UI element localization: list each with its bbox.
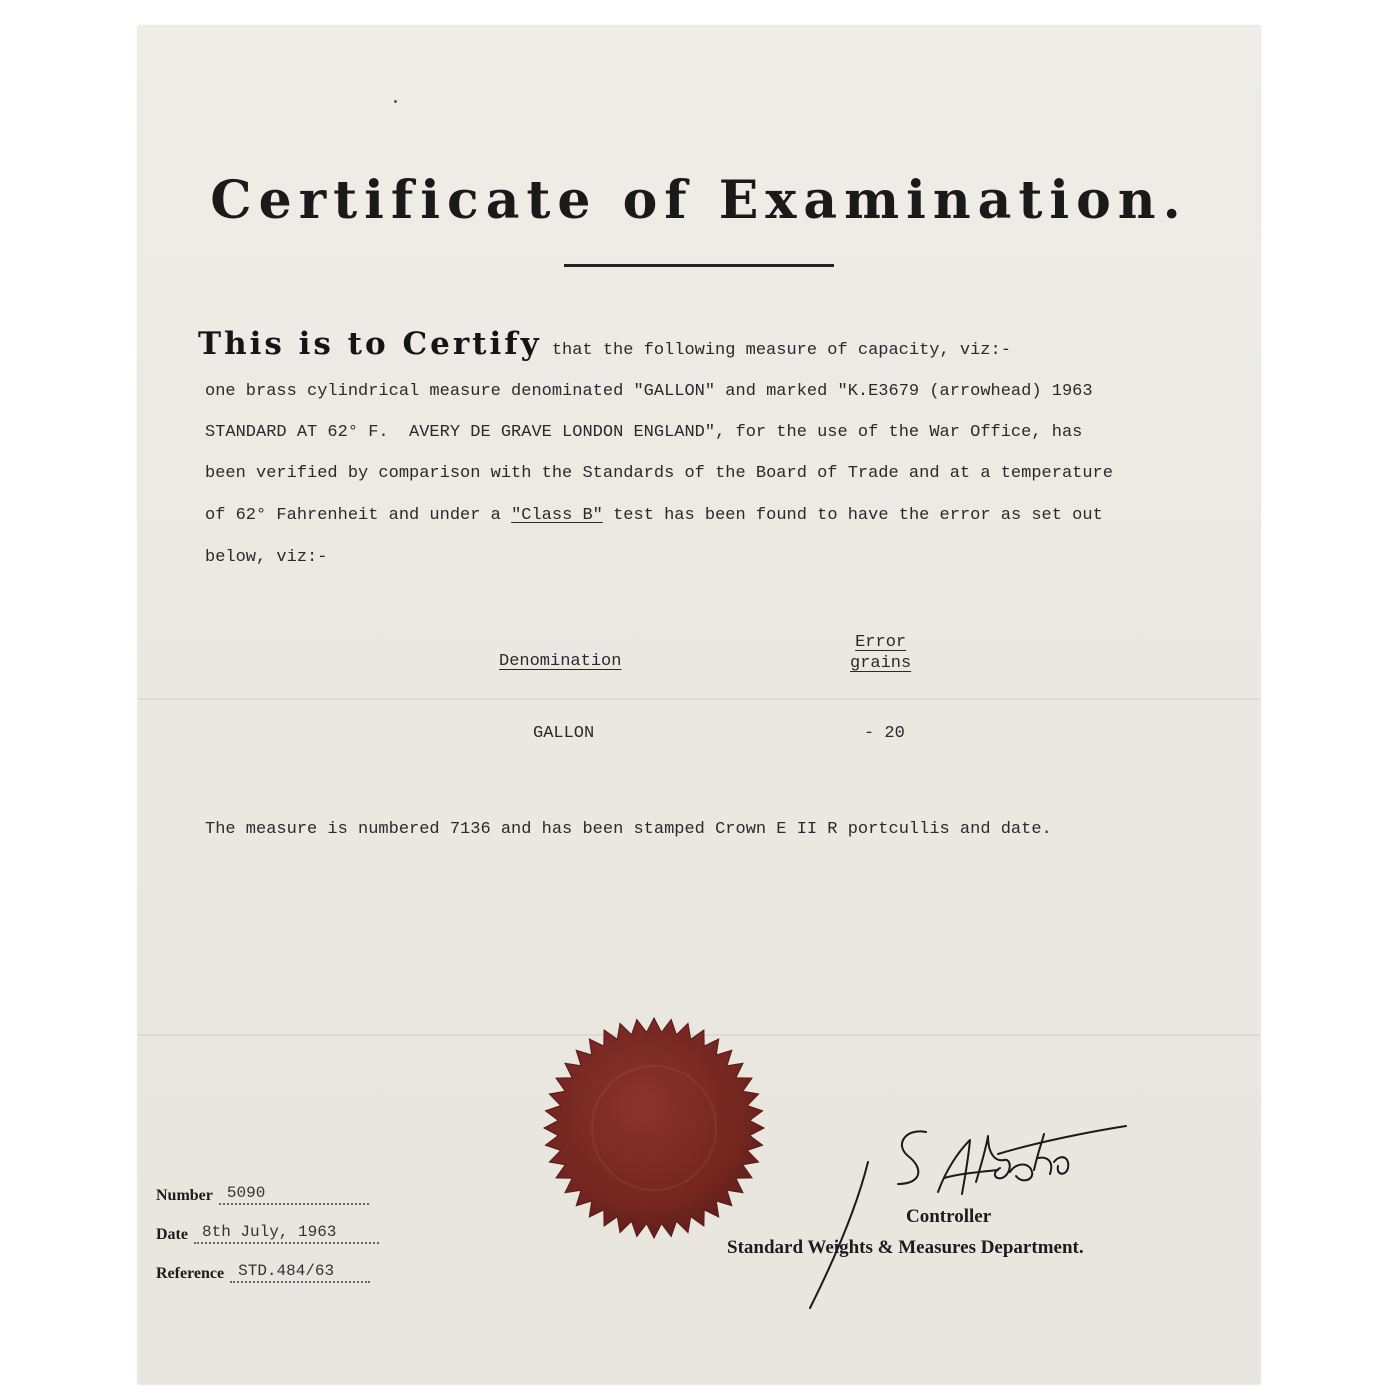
certify-line-1-rest: that the following measure of capacity, viz:-: [541, 341, 1011, 360]
certificate-paper: [138, 26, 1260, 1384]
certify-lead: This is to Certify: [198, 326, 542, 362]
stamp-statement: The measure is numbered 7136 and has been stamped Crown E II R portcullis and date.: [205, 820, 1052, 839]
department-name: Standard Weights & Measures Department.: [727, 1237, 1084, 1258]
title-rule: [564, 264, 834, 267]
certify-line-3: STANDARD AT 62° F. AVERY DE GRAVE LONDON ENGLAND", for the use of the War Office, has: [205, 423, 1083, 442]
table-cell-error: - 20: [864, 724, 905, 743]
certify-line-2: one brass cylindrical measure denominated "GALLON" and marked "K.E3679 (arrowhead) 1963: [205, 382, 1093, 401]
certify-line-6: below, viz:-: [205, 548, 328, 567]
column-header-error-line1: Error: [855, 633, 907, 652]
certify-line-5-a: of 62° Fahrenheit and under a: [205, 506, 512, 525]
wax-seal-icon: [542, 1016, 766, 1240]
column-header-error-line2: grains: [850, 654, 912, 673]
certify-line-1: [198, 326, 1011, 362]
certify-line-5: [205, 506, 1103, 525]
table-cell-denomination: GALLON: [533, 724, 595, 743]
reference-field: [156, 1259, 370, 1283]
date-value: 8th July, 1963: [194, 1222, 379, 1244]
certificate-title: Certificate of Examination.: [210, 170, 1188, 231]
reference-value: STD.484/63: [230, 1261, 370, 1283]
number-field: [156, 1181, 369, 1205]
paper-fold: [138, 698, 1260, 700]
date-label: Date: [156, 1226, 188, 1243]
paper-speck: [394, 100, 397, 103]
signatory-title: Controller: [906, 1206, 992, 1227]
reference-label: Reference: [156, 1265, 225, 1282]
column-header-error: [850, 632, 911, 674]
number-label: Number: [156, 1187, 213, 1204]
date-field: [156, 1220, 379, 1244]
certify-line-4: been verified by comparison with the Standards of the Board of Trade and at a temperature: [205, 464, 1113, 483]
certify-line-5-b: test has been found to have the error as set out: [602, 506, 1103, 525]
class-b-text: "Class B": [511, 506, 603, 525]
column-header-denomination: Denomination: [499, 652, 622, 671]
number-value: 5090: [219, 1183, 369, 1205]
